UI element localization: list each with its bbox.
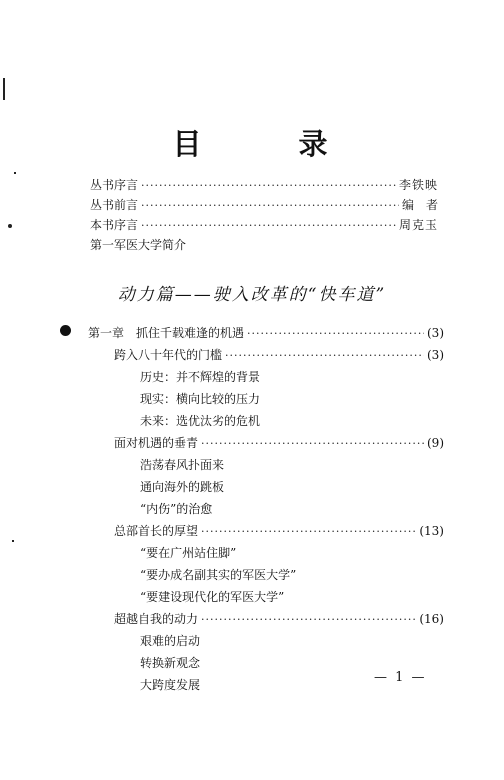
toc-label: 现实：横向比较的压力 (140, 392, 261, 406)
scan-mark-top (3, 78, 5, 100)
toc-page-number: (13) (419, 524, 444, 538)
toc-label: 未来：选优汰劣的危机 (140, 414, 261, 428)
toc-section (88, 522, 444, 544)
scan-mark-dot-1 (14, 172, 16, 174)
toc-label: 大跨度发展 (140, 678, 201, 692)
toc-section (88, 346, 444, 368)
scan-mark-dot-2 (8, 224, 12, 228)
toc-label: “要在广州站住脚” (140, 546, 237, 560)
front-matter-label: 第一军医大学简介 (90, 238, 187, 252)
toc-label: “要办成名副其实的军医大学” (140, 568, 297, 582)
toc-subsection (88, 500, 444, 522)
front-matter-label: 丛书序言 (90, 178, 139, 192)
front-matter-item (90, 196, 450, 216)
toc-subsection (88, 368, 444, 390)
toc-label: 浩荡春风扑面来 (140, 458, 225, 472)
toc-subsection (88, 566, 444, 588)
toc-label: 通向海外的跳板 (140, 480, 225, 494)
bullet-icon (60, 325, 71, 336)
dot-leader (141, 199, 399, 212)
front-matter-list (90, 176, 450, 256)
toc-subsection (88, 412, 444, 434)
toc-page-number: (3) (427, 326, 444, 340)
front-matter-author: 李铁映 (398, 178, 438, 192)
dot-leader (141, 179, 396, 192)
front-matter-label: 丛书前言 (90, 198, 139, 212)
front-matter-label: 本书序言 (90, 218, 139, 232)
dot-leader (201, 437, 424, 450)
toc-label: 历史：并不辉煌的背景 (140, 370, 261, 384)
dot-leader (247, 327, 424, 340)
toc-label: 面对机遇的垂青 (114, 436, 199, 450)
toc-label: 艰难的启动 (140, 634, 201, 648)
toc-subsection (88, 588, 444, 610)
dot-leader (201, 613, 416, 626)
toc-section (88, 434, 444, 456)
toc-label: 跨入八十年代的门槛 (114, 348, 223, 362)
toc-subsection (88, 478, 444, 500)
front-matter-item (90, 216, 438, 236)
toc-page-number: (16) (419, 612, 444, 626)
toc-page-number: (9) (427, 436, 444, 450)
toc-subsection (88, 390, 444, 412)
dot-leader (225, 349, 424, 362)
dot-leader (201, 525, 416, 538)
front-matter-author: 编者 (401, 198, 450, 212)
toc-subsection (88, 632, 444, 654)
toc-label: “要建设现代化的军医大学” (140, 590, 285, 604)
toc-page-number: (3) (427, 348, 444, 362)
scan-mark-dot-3 (12, 540, 14, 542)
toc-subsection (88, 544, 444, 566)
toc-subsection (88, 456, 444, 478)
toc-label: 超越自我的动力 (114, 612, 199, 626)
page-title: 目 录 (172, 127, 362, 161)
table-of-contents (88, 324, 444, 698)
toc-label: “内伤”的治愈 (140, 502, 213, 516)
front-matter-author: 周克玉 (398, 218, 438, 232)
toc-label: 第一章 抓住千载难逢的机遇 (88, 326, 245, 340)
toc-label: 转换新观念 (140, 656, 201, 670)
front-matter-item (90, 236, 438, 256)
part-heading: 动力篇——驶入改革的“快车道” (117, 285, 387, 305)
page-number: — 1 — (374, 670, 427, 685)
toc-chapter (88, 324, 444, 346)
front-matter-item (90, 176, 438, 196)
dot-leader (141, 219, 396, 232)
toc-section (88, 610, 444, 632)
toc-label: 总部首长的厚望 (114, 524, 199, 538)
